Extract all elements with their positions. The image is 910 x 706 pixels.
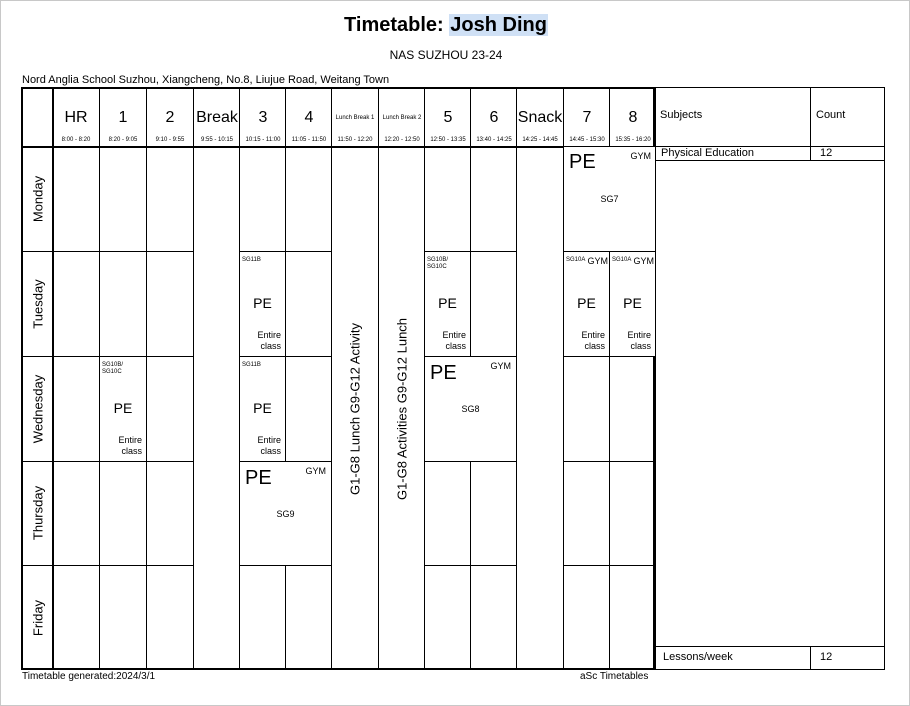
period-header-4: 4 11:05 - 11:50 [291,109,327,143]
period-header-6: 6 13:40 - 14:25 [476,109,512,143]
grid-line [285,89,286,668]
lunch-break-1-label: G1-G8 Lunch G9-G12 Activity [347,322,363,495]
subject-summary [655,87,885,670]
day-tuesday: Tuesday [30,278,46,329]
period-header-lunch1: Lunch Break 1 11:50 - 12:20 [335,115,375,143]
grid-line [146,89,147,668]
subject-count: 12 [820,147,833,159]
period-header-lunch2: Lunch Break 2 12:20 - 12:50 [382,115,422,143]
period-header-8: 8 15:35 - 16:20 [615,109,651,143]
summary-border [655,87,885,670]
grid-line [193,89,194,668]
period-header-5: 5 12:50 - 13:35 [430,109,466,143]
grid-line [516,89,517,668]
lesson-wednesday-1[interactable]: SG10B/ SG10C PE Entire class [100,357,146,461]
grid-line [23,251,193,252]
grid-line [563,565,655,566]
teacher-name: Josh Ding [450,14,547,36]
grid-line [424,565,516,566]
period-header-2: 2 9:10 - 9:55 [155,109,185,143]
lesson-wednesday-3[interactable]: SG11B PE Entire class [240,357,285,461]
subjects-header: Subjects [660,109,703,121]
school-address: Nord Anglia School Suzhou, Xiangcheng, No.8, Liujue Road, Weitang Town [22,74,390,86]
timetable-grid [21,87,655,670]
lesson-tuesday-3[interactable]: SG11B PE Entire class [240,252,285,356]
lessons-week-value: 12 [820,651,833,663]
grid-line [23,461,193,462]
lessons-week-label: Lessons/week [663,651,733,663]
day-thursday: Thursday [30,485,46,541]
lesson-tuesday-7[interactable]: SG10A GYM PE Entire class [564,252,609,356]
title-prefix: Timetable: [344,14,444,36]
lesson-monday-7-8[interactable]: PE GYM SG7 [564,147,655,251]
day-monday: Monday [30,175,46,223]
generated-date: Timetable generated:2024/3/1 [22,671,156,682]
lesson-tuesday-8[interactable]: SG10A GYM PE Entire class [610,252,655,356]
grid-line [52,89,54,668]
lesson-tuesday-5[interactable]: SG10B/ SG10C PE Entire class [425,252,470,356]
brand-label: aSc Timetables [580,671,649,682]
grid-line [23,565,193,566]
subject-name: Physical Education [661,147,754,159]
period-header-snack: Snack 14:25 - 14:45 [517,109,563,143]
count-header: Count [816,109,846,121]
period-header-1: 1 8:20 - 9:05 [108,109,138,143]
school-year: NAS SUZHOU 23-24 [389,48,503,62]
page-title [0,14,892,37]
grid-line [239,565,331,566]
lesson-thursday-3-4[interactable]: PE GYM SG9 [240,462,331,565]
grid-line [424,461,516,462]
period-header-3: 3 10:15 - 11:00 [245,109,281,143]
day-friday: Friday [30,599,46,636]
lunch-break-2-label: G1-G8 Activities G9-G12 Lunch [394,317,409,500]
grid-line [563,356,655,357]
grid-line [563,461,655,462]
day-wednesday: Wednesday [30,374,46,443]
lesson-wednesday-5-6[interactable]: PE GYM SG8 [425,357,516,461]
period-header-break: Break 9:55 - 10:15 [196,109,238,143]
period-header-7: 7 14:45 - 15:30 [569,109,605,143]
period-header-hr: HR 8:00 - 8:20 [61,109,91,143]
